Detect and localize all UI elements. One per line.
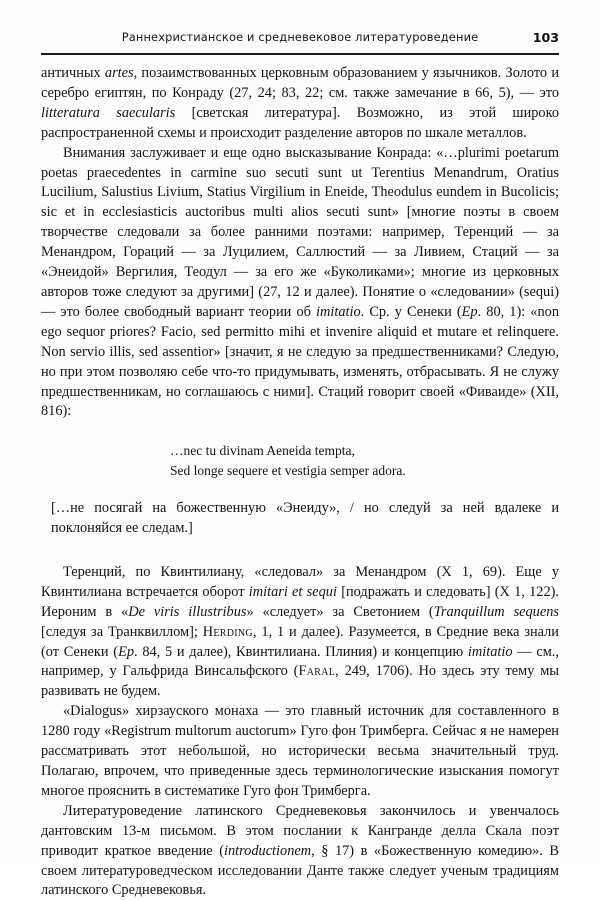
verse-line-1: …nec tu divinam Aeneida tempta, <box>170 443 355 459</box>
paragraph-2 <box>41 144 559 423</box>
paragraph-2-text-c: . 80, 1): «non ego sequor priores? Facio, sed permitto mihi et invenire aliquid et mutare et relinquere. Non servio illis, sed assentior» [значит, я не следую за предшественниками? Следую, но при этом позволяю себе что-то придумывать, изменять, отбрасывать. Я не служу предшественникам, но соглашаюсь с ними]. Стаций говорит своей «Фиваиде» (XII, 816): <box>41 303 559 420</box>
paragraph-5-text-a: Литературоведение латинского Средневековья закончилось и увенчалось дантовским 13-м письмом. В этом послании к Кангранде делла Скала поэт приводит краткое введение ( <box>41 802 559 859</box>
paragraph-3-italic-imitari: imitari et sequi <box>248 583 337 600</box>
paragraph-1-text-a: античных <box>41 65 105 81</box>
block-spacer <box>41 539 559 563</box>
header-rule <box>41 53 559 55</box>
verse-line-2: Sed longe sequere et vestigia semper adora. <box>170 462 406 478</box>
paragraph-2-text-b: . Ср. у Сенеки ( <box>360 303 462 320</box>
paragraph-4: «Dialogus» хирзауского монаха — это главный источник для составленного в 1280 году «Registrum multorum auctorum» Гуго фон Тримберга. Сейчас я не намерен рассматривать этот небольшой, но исторически весьма значительный труд. Полагаю, впрочем, что приведенные здесь терминологические изыскания помогут многое прояснить в систематике Гуго фон Тримберга. <box>41 703 559 799</box>
paragraph-3-smallcaps-faral: Faral <box>298 663 336 680</box>
header-title: Раннехристианское и средневековое литературоведение <box>121 30 479 44</box>
paragraph-3-text-a: Теренций, по Квинтилиану, «следовал» за Менандром (X 1, 69). Еще у Квинтилиана встречается оборот <box>41 563 559 600</box>
paragraph-3-smallcaps-herding: Herding <box>202 623 253 640</box>
paragraph-1-text-b: , позаимствованных церковным образованием у язычников. Золото и серебро египтян, по Конраду (27, 24; 83, 22; см. также замечание в 66, 5), — это <box>41 65 559 101</box>
paragraph-3 <box>41 563 559 702</box>
verse-quotation <box>41 422 559 480</box>
paragraph-3-text-b: [подражать и следовать] (X 1, 122). Иероним в « <box>41 583 559 620</box>
paragraph-3-italic-imitatio: imitatio <box>467 643 513 660</box>
paragraph-1-italic-litteratura: litteratura saecularis <box>41 104 176 121</box>
paragraph-1-text-c: [светская литература]. Возможно, из этой широко распространенной схемы и происходит разделение авторов по шкале металлов. <box>41 104 559 141</box>
paragraph-1 <box>41 64 559 144</box>
paragraph-2-italic-imitatio: imitatio <box>316 303 361 320</box>
paragraph-5 <box>41 802 559 901</box>
paragraph-3-text-c: » «следует» за Светонием ( <box>246 603 434 620</box>
paragraph-2-italic-ep: Ep <box>461 303 478 320</box>
paragraph-3-text-e: , 1, 1 и далее). Разумеется, в Средние века знали (от Сенеки ( <box>41 623 559 660</box>
paragraph-5-italic-introductionem: introductionem <box>223 842 312 859</box>
paragraph-3-text-g: — см., например, у Гальфрида Винсальфского ( <box>41 643 559 680</box>
paragraph-5-text-b: , § 17) в «Божественную комедию». В своем литературоведческом исследовании Данте также следует ученым традициям латинского Средневековья. <box>41 842 559 899</box>
paragraph-3-italic-tranquillum: Tranquillum sequens <box>433 603 559 620</box>
paragraph-1-italic-artes: artes <box>104 65 134 81</box>
body-text <box>41 64 559 901</box>
paragraph-3-italic-deviris: De viris illustribus <box>128 603 247 620</box>
paragraph-3-italic-ep: Ep <box>118 643 134 660</box>
paragraph-3-text-d: [следуя за Транквиллом]; <box>41 623 203 640</box>
paragraph-2-text-a: Внимания заслуживает и еще одно высказывание Конрада: «…plurimi poetarum poetas praecedentes in carmine suo secuti sunt ut Terentius Menandrum, Oratius Lucilium, Salustius Livium, Statius Virgilium in Eneide, Theodulus eundem in Bucolicis; sic et in ecclesiasticis auctoribus multi alios secuti sunt» [многие поэты в своем творчестве следовали за более ранними поэтами: например, Теренций — за Менандром, Гораций — за Луцилием, Саллюстий — за Ливием, Стаций — за «Энеидой» Вергилия, Теодул — за его же «Буколиками»; многие из церковных авторов тоже следуют за другими] (27, 12 и далее). Понятие о «следовании» (sequi) — это более свободный вариант теории об <box>41 144 559 320</box>
paragraph-3-text-h: , 249, 1706). Но здесь эту тему мы развивать не будем. <box>41 663 559 700</box>
verse-translation: […не посягай на божественную «Энеиду», / но следуй за ней вдалеке и поклоняйся ее следам.] <box>51 500 559 537</box>
page-number: 103 <box>532 30 559 45</box>
paragraph-3-text-f: . 84, 5 и далее), Квинтилиана. Плиния) и концепцию <box>134 643 468 660</box>
